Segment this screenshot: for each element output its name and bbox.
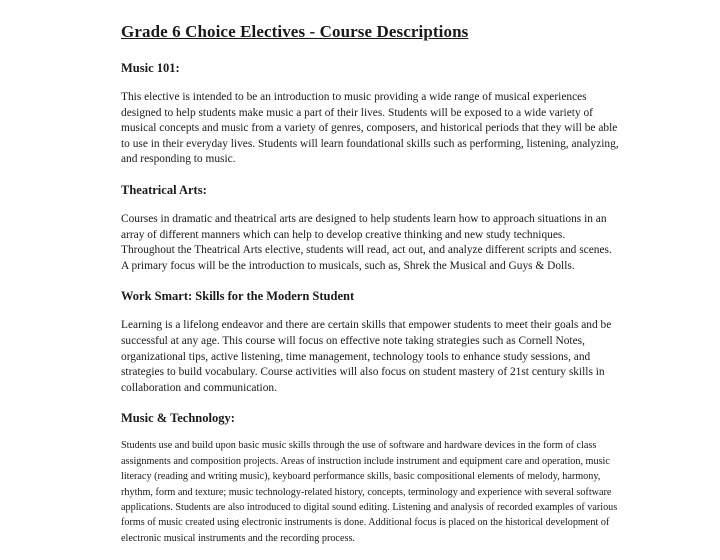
document-title: Grade 6 Choice Electives - Course Descriptions [121, 22, 469, 41]
section-body: Courses in dramatic and theatrical arts are designed to help students learn how to approach situations in an array of different manners which can help to develop creative thinking and new study techniques. Throughout the Theatrical Arts elective, students will read, act out, and analyze different scripts and scenes. A primary focus will be the introduction to musicals, such as, Shrek the Musical and Guys & Dolls. [121, 212, 612, 272]
section-heading: Music 101: [121, 61, 180, 75]
section-body: Learning is a lifelong endeavor and there are certain skills that empower students to meet their goals and be successful at any age. This course will focus on effective note taking strategies such as Cornell Notes, organizational tips, active listening, time management, technology tools to enhance study sessions, and strategies to build vocabulary. Course activities will also focus on student mastery of 21st century skills in collaboration and communication. [121, 319, 612, 394]
section-work-smart [121, 288, 621, 396]
document-page [121, 22, 621, 560]
section-heading: Music & Technology: [121, 411, 235, 426]
section-music-101 [121, 60, 621, 168]
section-body: This elective is intended to be an introduction to music providing a wide range of musical experiences designed to help students make music a part of their lives. Students will be exposed to a wide variety of musical concepts and music from a variety of genres, composers, and historical periods that they will be able to use in their everyday lives. Students will learn foundational skills such as performing, listening, analyzing, and responding to music. [121, 91, 619, 166]
section-theatrical-arts [121, 182, 621, 274]
section-body: Students use and build upon basic music skills through the use of software and hardware devices in the form of class assignments and composition projects. Areas of instruction include instrument and equipment care and operation, music literacy (reading and writing music), keyboard performance skills, basic compositional elements of melody, harmony, rhythm, form and texture; music technology-related history, concepts, terminology and experience with several software applications. Students are also introduced to digital sound editing. Listening and analysis of recorded examples of various forms of music created using electronic instruments is done. Additional focus is placed on the historical development of electronic musical instruments and the recording process. [121, 440, 618, 544]
section-music-technology [121, 410, 621, 546]
section-heading: Theatrical Arts: [121, 182, 207, 197]
section-heading: Work Smart: Skills for the Modern Student [121, 289, 355, 304]
